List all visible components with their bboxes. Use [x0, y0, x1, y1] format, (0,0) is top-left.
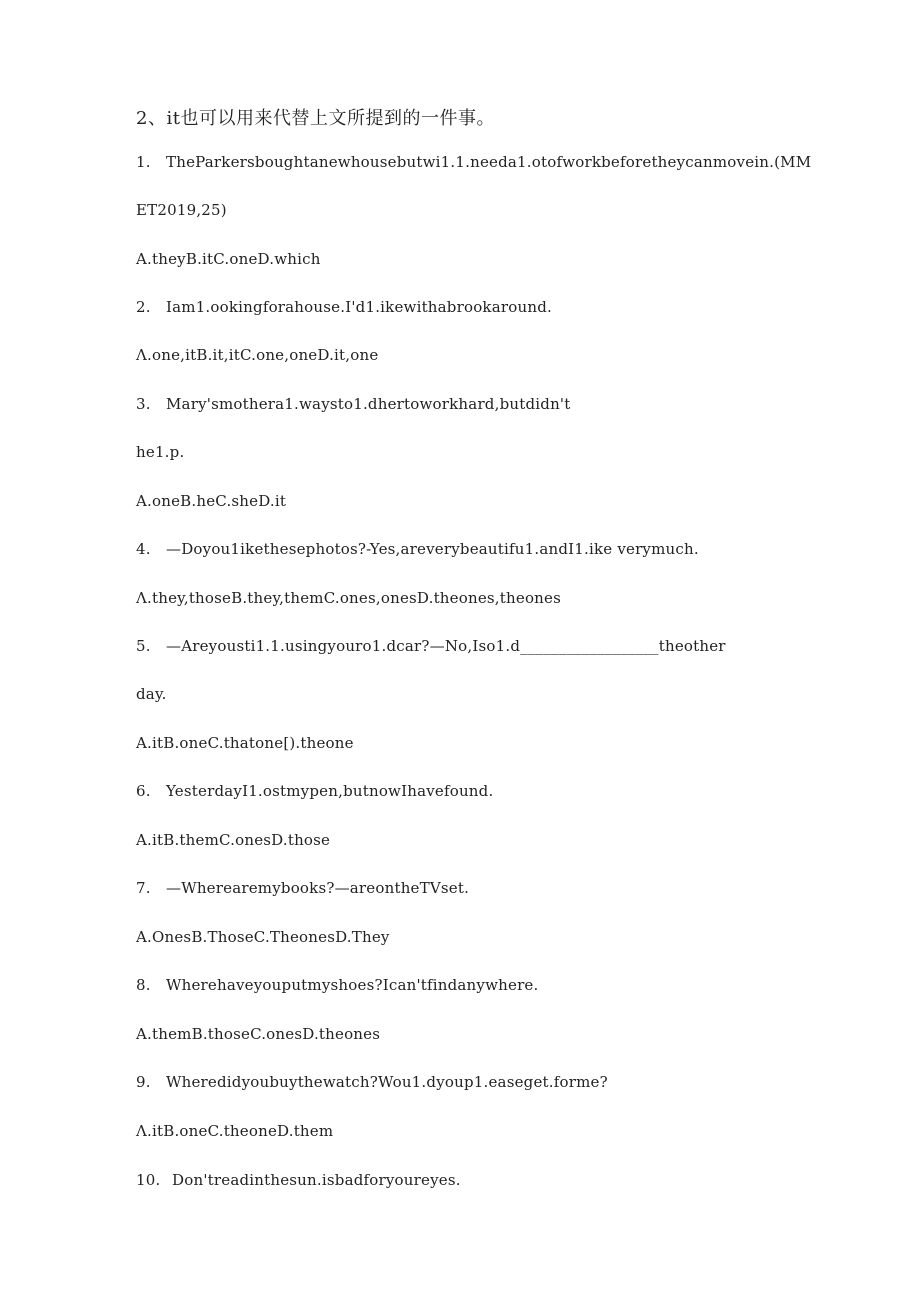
question-number: 2.: [136, 298, 151, 316]
question-5-options: A.itB.oneC.thatone[).theone: [136, 734, 354, 752]
question-3-continuation: he1.p.: [136, 443, 185, 461]
question-text: —Wherearemybooks?—areontheTVset.: [166, 879, 470, 897]
question-text: YesterdayI1.ostmypen,butnowIhavefound.: [166, 782, 494, 800]
question-8-options: A.themB.thoseC.onesD.theones: [136, 1025, 381, 1043]
question-1-options: A.theyB.itC.oneD.which: [136, 250, 321, 268]
question-number: 6.: [136, 782, 151, 800]
question-1: [136, 153, 811, 171]
question-text: —Areyousti1.1.usingyouro1.dcar?—No,Iso1.d__________________theother: [166, 637, 726, 655]
question-4-options: Λ.they,thoseB.they,themC.ones,onesD.theones,theones: [136, 589, 562, 607]
question-2: [136, 298, 552, 316]
question-6: [136, 782, 493, 800]
question-2-options: Λ.one,itB.it,itC.one,oneD.it,one: [136, 346, 379, 364]
question-number: 3.: [136, 395, 151, 413]
question-1-continuation: ET2019,25): [136, 201, 227, 219]
question-text: Mary'smothera1.waysto1.dhertoworkhard,butdidn't: [166, 395, 571, 413]
question-4: [136, 540, 699, 558]
question-7-options: A.OnesB.ThoseC.TheonesD.They: [136, 928, 390, 946]
section-heading: 2、it也可以用来代替上文所提到的一件事。: [136, 108, 495, 129]
question-6-options: A.itB.themC.onesD.those: [136, 831, 331, 849]
question-7: [136, 879, 469, 897]
question-number: 10.: [136, 1171, 161, 1189]
question-text: Iam1.ookingforahouse.I'd1.ikewithabrookaround.: [166, 298, 552, 316]
question-9-options: Λ.itB.oneC.theoneD.them: [136, 1122, 334, 1140]
question-number: 4.: [136, 540, 151, 558]
question-number: 9.: [136, 1073, 151, 1091]
question-5: [136, 637, 726, 655]
question-number: 7.: [136, 879, 151, 897]
question-number: 8.: [136, 976, 151, 994]
question-text: Wheredidyoubuythewatch?Wou1.dyoup1.easeget.forme?: [166, 1073, 608, 1091]
question-9: [136, 1073, 608, 1091]
question-8: [136, 976, 538, 994]
question-text: Don'treadinthesun.isbadforyoureyes.: [172, 1171, 461, 1189]
question-number: 1.: [136, 153, 151, 171]
question-3-options: A.oneB.heC.sheD.it: [136, 492, 287, 510]
question-3: [136, 395, 570, 413]
question-number: 5.: [136, 637, 151, 655]
question-5-continuation: day.: [136, 685, 167, 703]
question-text: TheParkersboughtanewhousebutwi1.1.needa1.otofworkbeforetheycanmovein.(MM: [166, 153, 812, 171]
question-10: [136, 1171, 461, 1189]
question-text: —Doyou1ikethesephotos?-Yes,areverybeautifu1.andI1.ike verymuch.: [166, 540, 699, 558]
question-text: Wherehaveyouputmyshoes?Ican'tfindanywhere.: [166, 976, 539, 994]
